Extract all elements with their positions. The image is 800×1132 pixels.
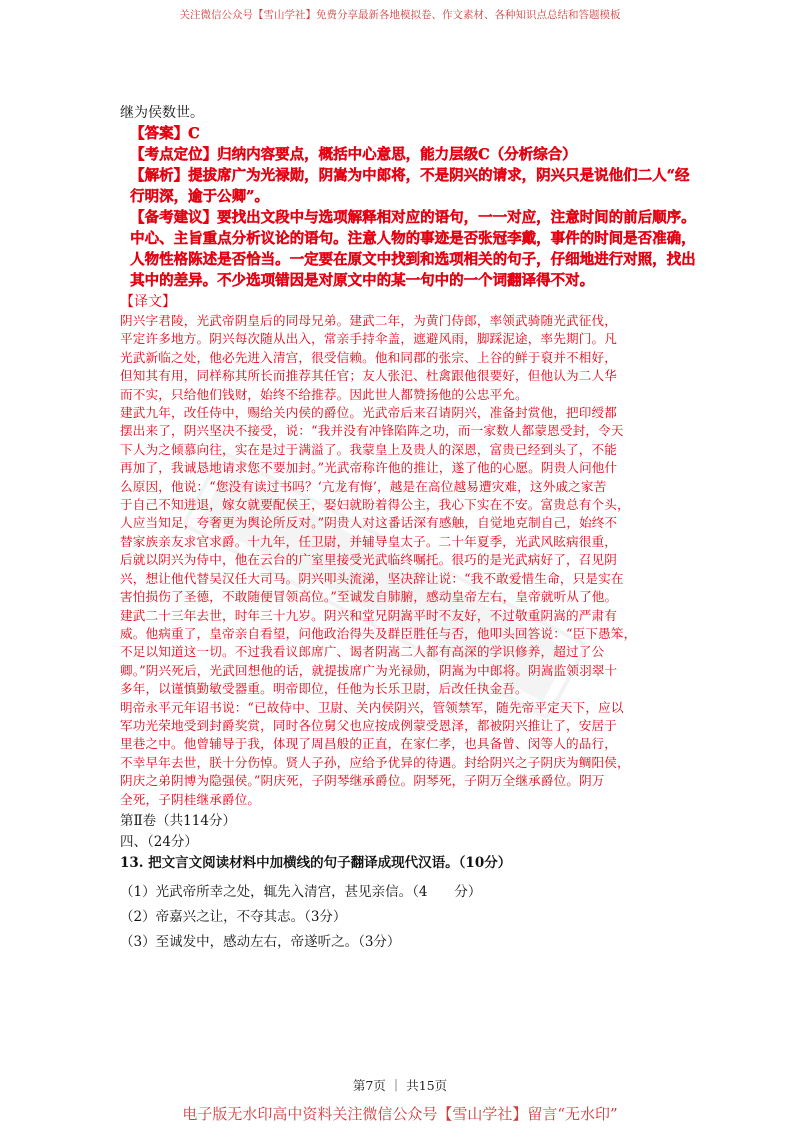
- question-item: （1）光武帝所幸之处，辄先入清宫，甚见亲信。（4 分）: [120, 883, 482, 900]
- translation-line: 平定许多地方。阴兴每次随从出入，常亲手持伞盖，遮避风雨，脚踩泥途，率先期门。凡: [120, 331, 618, 347]
- translation-line: 不足以知道这一切。不过我看议郎席广、谒者阴嵩二人都有高深的学识修养，超过了公: [120, 644, 605, 660]
- beikao-line: 【备考建议】要找出文段中与选项解释相对应的语句，一一对应，注意时间的前后顺序。: [130, 209, 696, 226]
- translation-line: 人应当知足，夸奢更为舆论所反对。”阴贵人对这番话深有感触，自觉地克制自己，始终不: [120, 515, 618, 531]
- translation-line: 多年，以谨慎勤敏受器重。明帝即位，任他为长乐卫尉，后改任执金吾。: [120, 681, 528, 697]
- page-content: [120, 103, 696, 955]
- translation-line: 里巷之中。他曾辅导于我，体现了周昌般的正直，在家仁孝，也具备曾、闵等人的品行，: [120, 736, 618, 752]
- translation-line: 摆出来了，阴兴坚决不接受，说：“我并没有冲锋陷阵之功，而一家数人都蒙恩受封，令天: [120, 423, 624, 439]
- question-section: [120, 811, 692, 955]
- translation-line: 建武二十三年去世，时年三十九岁。阴兴和堂兄阴嵩平时不友好，不过敬重阴嵩的严肃有: [120, 607, 618, 623]
- kaodian-line: 【考点定位】归纳内容要点，概括中心意思，能力层级C（分析综合）: [130, 146, 577, 163]
- translation-line: 军功光荣地受到封爵奖赏，同时各位舅父也应按成例蒙受恩泽，都被阴兴推让了，安居于: [120, 717, 618, 733]
- beikao-line-3: 人物性格陈述是否恰当。一定要在原文中找到和选项相关的句子，仔细地进行对照，找出: [130, 251, 696, 268]
- translation-line: 全死，子阴桂继承爵位。: [120, 791, 261, 807]
- section-subtitle: 四、（24分）: [120, 833, 198, 850]
- translation-line: 明帝永平元年诏书说：“已故侍中、卫尉、关内侯阴兴，管领禁军，随先帝平定天下，应以: [120, 699, 624, 715]
- translation-line: 再加了，我诚恳地请求您不要加封。”光武帝称许他的推让，遂了他的心愿。阴贵人问他什: [120, 460, 618, 476]
- translation-line: 威。他病重了，皇帝亲自看望，问他政治得失及群臣胜任与否，他叩头回答说：“臣下愚笨，: [120, 625, 637, 641]
- header-banner: 关注微信公众号【雪山学社】免费分享最新各地模拟卷、作文素材、各种知识点总结和答题模板: [179, 9, 621, 21]
- footer-banner: 电子版无水印高中资料关注微信公众号【雪山学社】留言“无水印”: [182, 1105, 618, 1123]
- answer-line: 【答案】C: [130, 125, 200, 142]
- question-13: 13. 把文言文阅读材料中加横线的句子翻译成现代汉语。（10分）: [120, 854, 512, 871]
- beikao-line-2: 中心、主旨重点分析议论的语句。注意人物的事迹是否张冠李戴，事件的时间是否准确，: [130, 230, 696, 247]
- translation-line: 害怕损伤了圣德，不敢随便冒领高位。”至诚发自肺腑，感动皇帝左右，皇帝就听从了他。: [120, 589, 618, 605]
- jiexi-line-cont: 行明深，逾于公卿”。: [130, 188, 269, 205]
- translation-line: 下人为之倾慕向往，实在是过于满溢了。我蒙皇上及贵人的深恩，富贵已经到头了，不能: [120, 441, 618, 457]
- translation-line: 光武新临之处，他必先进入清宫，很受信赖。他和同郡的张宗、上谷的鲜于裒并不相好，: [120, 349, 618, 365]
- translation-line: 卿。”阴兴死后，光武回想他的话，就提拔席广为光禄勋，阴嵩为中郎将。阴嵩监领羽翠十: [120, 662, 618, 678]
- page-number: 第7页 ｜ 共15页: [352, 1078, 448, 1093]
- analysis-block: [120, 123, 696, 291]
- translation-line: 于自己不知进退，嫁女就要配侯王，娶妇就盼着得公主，我心下实在不安。富贵总有个头，: [120, 497, 630, 513]
- translation-line: 后就以阴兴为侍中，他在云台的广室里接受光武临终嘱托。很巧的是光武病好了，召见阴: [120, 552, 618, 568]
- question-item: （2）帝嘉兴之让，不夺其志。（3分）: [120, 908, 347, 925]
- translation-line: 阴兴字君陵，光武帝阴皇后的同母兄弟。建武二年，为黄门侍郎，率领武骑随光武征伐，: [120, 313, 618, 328]
- translation-line: 兴，想让他代替吴汉任大司马。阴兴叩头流涕，坚决辞让说：“我不敢爱惜生命，只是实在: [120, 570, 624, 586]
- translation-line: 而不实，只给他们钱财，始终不给推荐。因此世人都赞扬他的公忠平允。: [120, 386, 528, 402]
- translation-block: [120, 312, 692, 809]
- translation-line: 建武九年，改任侍中，赐给关内侯的爵位。光武帝后来召请阴兴，准备封赏他，把印绶都: [120, 405, 618, 421]
- translation-line: 阴庆之弟阴博为隐强侯。”阴庆死，子阴琴继承爵位。阴琴死，子阴万全继承爵位。阴万: [120, 773, 605, 789]
- translation-heading: 【译文】: [120, 294, 176, 310]
- translation-line: 替家族亲友求官求爵。十九年，任卫尉，并辅导皇太子。二十年夏季，光武风眩病很重，: [120, 533, 618, 549]
- translation-line: 么原因，他说：“您没有读过书吗？‘亢龙有悔’，越是在高位越易遭灾难，这外戚之家苦: [120, 478, 607, 494]
- jiexi-line: 【解析】提拔席广为光禄勋，阴嵩为中郎将，不是阴兴的请求，阴兴只是说他们二人“经: [130, 167, 690, 184]
- translation-line: 不幸早年去世，朕十分伤悼。贤人子孙，应给予优异的待遇。封给阴兴之子阴庆为鲷阳侯，: [120, 754, 630, 770]
- section-title: 第Ⅱ卷（共114分）: [120, 812, 236, 829]
- intro-line: 继为侯数世。: [120, 105, 204, 121]
- beikao-line-4: 其中的差异。不少选项错因是对原文中的某一句中的一个词翻译得不对。: [130, 272, 594, 289]
- translation-line: 但知其有用，同样称其所长而推荐其任官；友人张汜、杜禽跟他很要好，但他认为二人华: [120, 368, 618, 384]
- question-item: （3）至诚发中，感动左右，帝遂听之。（3分）: [120, 933, 401, 950]
